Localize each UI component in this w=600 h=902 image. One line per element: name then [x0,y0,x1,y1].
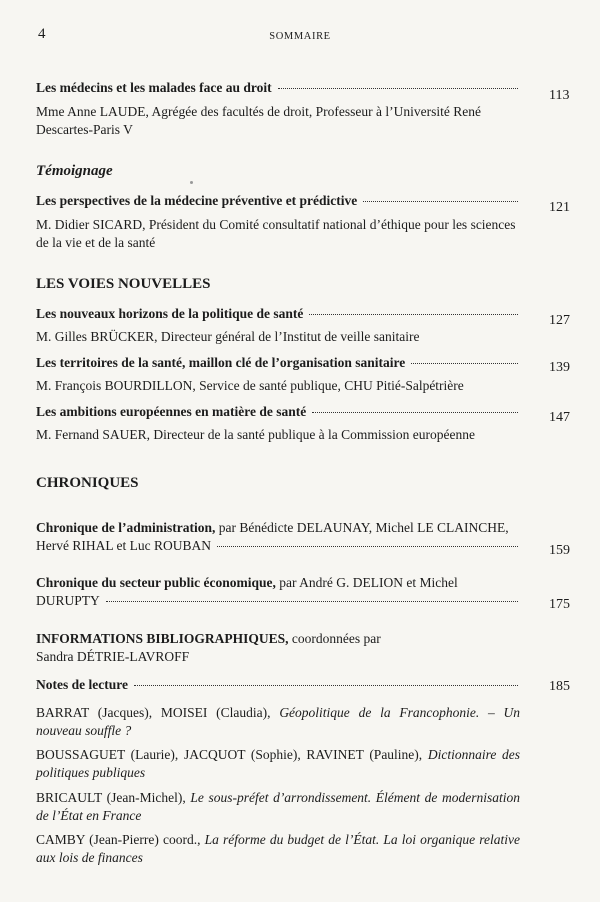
book-reference: CAMBY (Jean-Pierre) coord., La réforme du budget de l’État. La loi organique relative aux lois de finances [36,832,520,865]
toc-entry-page: 121 [549,200,570,215]
toc-entry-title: Les perspectives de la médecine préventive et prédictive [36,193,520,209]
toc-entry-title: Les territoires de la santé, maillon clé de l’organisation sanitaire [36,355,520,371]
toc-entry-page: 139 [549,360,570,375]
leader-dots [312,411,518,413]
toc-entry-author: M. Gilles BRÜCKER, Directeur général de l’Institut de veille sanitaire [36,329,420,344]
section-heading-voies-nouvelles: LES VOIES NOUVELLES [36,276,211,292]
leader-dots [106,600,518,602]
section-heading-temoignage: Témoignage [36,163,113,179]
leader-dots [134,684,518,686]
leader-dots [309,313,518,315]
chronique-entry: Chronique de l’administration, par Bénédicte DELAUNAY, Michel LE CLAINCHE, Hervé RIHAL et Luc ROUBAN [36,519,520,554]
leader-dots [217,545,518,547]
toc-entry-page: 127 [549,313,570,328]
toc-entry-author: M. François BOURDILLON, Service de santé publique, CHU Pitié-Salpétrière [36,378,464,393]
toc-entry-page: 147 [549,410,570,425]
informations-bibliographiques: INFORMATIONS BIBLIOGRAPHIQUES, coordonnées par Sandra DÉTRIE-LAVROFF [36,631,381,664]
section-heading-chroniques: CHRONIQUES [36,475,139,491]
leader-dots [278,87,518,89]
toc-entry-title: Les ambitions européennes en matière de santé [36,404,520,420]
page-number: 4 [38,26,46,42]
toc-entry-page: 175 [549,597,570,612]
leader-dots [411,362,518,364]
toc-entry-page: 159 [549,543,570,558]
book-reference: BARRAT (Jacques), MOISEI (Claudia), Géopolitique de la Francophonie. – Un nouveau souffle ? [36,705,520,738]
toc-entry-page: 185 [549,679,570,694]
toc-entry-author: Mme Anne LAUDE, Agrégée des facultés de droit, Professeur à l’Université René Descartes-Paris V [36,104,481,137]
book-reference: BRICAULT (Jean-Michel), Le sous-préfet d’arrondissement. Élément de modernisation de l’État en France [36,790,520,823]
book-reference: BOUSSAGUET (Laurie), JACQUOT (Sophie), RAVINET (Pauline), Dictionnaire des politiques publiques [36,747,520,780]
toc-entry-title: Les nouveaux horizons de la politique de santé [36,306,520,322]
leader-dots [363,200,518,202]
toc-entry-title: Les médecins et les malades face au droit [36,80,520,96]
chronique-entry: Chronique du secteur public économique, par André G. DELION et Michel DURUPTY [36,574,520,609]
toc-entry-title: Notes de lecture [36,677,520,693]
toc-entry-page: 113 [549,88,570,103]
toc-entry-author: M. Didier SICARD, Président du Comité consultatif national d’éthique pour les sciences de la vie et de la santé [36,217,516,250]
toc-entry-author: M. Fernand SAUER, Directeur de la santé publique à la Commission européenne [36,427,476,442]
print-speck [190,181,193,184]
running-title: SOMMAIRE [269,31,331,42]
